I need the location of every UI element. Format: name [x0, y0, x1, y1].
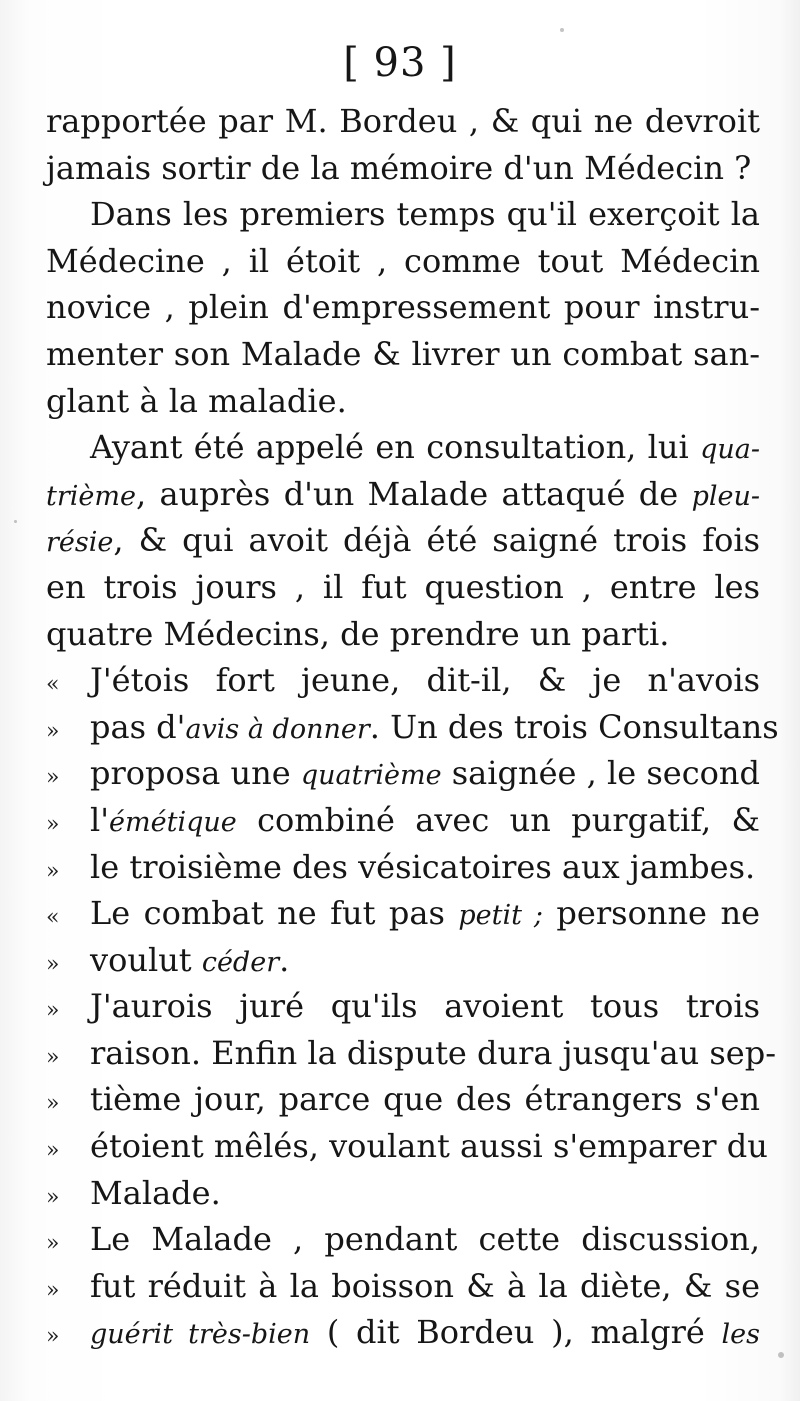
quote-mark: «	[46, 905, 60, 931]
text-line	[46, 844, 760, 891]
text-line	[46, 284, 760, 331]
text-run: fut réduit à la boisson & à la diète, & se	[90, 1266, 760, 1305]
text-line	[46, 1123, 768, 1170]
quote-mark: »	[46, 1231, 60, 1257]
italic-text: avis à donner	[185, 713, 370, 745]
italic-text: céder	[201, 946, 280, 978]
paper-speck	[778, 1352, 784, 1358]
text-run: .	[279, 940, 290, 979]
text-line	[46, 611, 760, 658]
text-line	[46, 937, 760, 984]
line-text	[90, 1123, 768, 1170]
text-line	[46, 98, 760, 145]
text-run: combiné avec un purgatif, &	[236, 800, 760, 839]
line-text	[46, 331, 760, 378]
text-run: le troisième des vésicatoires aux jambes.	[90, 847, 756, 886]
paper-speck	[14, 520, 17, 523]
text-line	[46, 424, 760, 471]
text-run: Ayant été appelé en consultation, lui	[90, 428, 701, 467]
italic-text: résie	[46, 527, 114, 559]
text-line	[46, 564, 760, 611]
text-run: tième jour, parce que des étrangers s'en	[90, 1080, 760, 1119]
text-run: , auprès d'un Malade attaqué de	[135, 474, 692, 513]
quote-mark: »	[46, 1138, 60, 1164]
text-line	[46, 1216, 760, 1263]
line-text	[46, 145, 760, 192]
line-text	[46, 517, 760, 567]
line-text	[90, 1170, 760, 1217]
text-line	[46, 750, 760, 797]
text-run: l'	[90, 800, 110, 839]
quote-mark: »	[46, 1277, 60, 1303]
text-line	[46, 471, 760, 518]
quote-mark: »	[46, 1324, 60, 1350]
text-run: étoient mêlés, voulant aussi s'emparer du	[90, 1127, 768, 1166]
page-number: [ 93 ]	[343, 40, 457, 86]
text-run: J'étois fort jeune, dit-il, & je n'avois	[90, 661, 760, 700]
text-line	[46, 378, 760, 425]
text-line	[46, 1170, 760, 1217]
line-text	[90, 704, 779, 754]
line-text	[46, 564, 760, 611]
line-text	[46, 378, 760, 425]
text-line	[46, 145, 760, 192]
text-line	[46, 704, 779, 751]
line-text	[90, 890, 760, 940]
italic-text: émétique	[109, 806, 237, 838]
text-run: Médecine , il étoit , comme tout Médecin	[46, 241, 760, 280]
line-text	[90, 797, 760, 847]
text-line	[46, 238, 760, 285]
line-text	[46, 238, 760, 285]
text-line	[46, 890, 760, 937]
line-text	[90, 1309, 760, 1359]
line-text	[90, 657, 760, 704]
text-run: en trois jours , il fut question , entre les	[46, 567, 760, 606]
text-line	[46, 1263, 760, 1310]
italic-text: guérit très-bien	[90, 1319, 311, 1351]
italic-text: qua-	[700, 434, 760, 466]
text-run: Malade.	[90, 1173, 221, 1212]
text-run: , & qui avoit déjà été saigné trois fois	[113, 521, 760, 560]
text-run: glant à la maladie.	[46, 381, 347, 420]
text-run: . Un des trois Consultans	[369, 707, 779, 746]
text-line	[46, 191, 760, 238]
line-text	[90, 1263, 760, 1310]
line-text	[46, 611, 760, 658]
line-text	[90, 1076, 760, 1123]
text-line	[46, 797, 760, 844]
line-text	[90, 844, 760, 891]
text-line	[46, 1309, 760, 1356]
text-run: Dans les premiers temps qu'il exerçoit la	[90, 195, 760, 234]
quote-mark: »	[46, 1044, 60, 1070]
quote-mark: »	[46, 1184, 60, 1210]
text-run: quatre Médecins, de prendre un parti.	[46, 614, 670, 653]
quote-mark: »	[46, 765, 60, 791]
text-run: Le combat ne fut pas	[90, 894, 459, 933]
page-body-text	[46, 98, 779, 1356]
text-run: jamais sortir de la mémoire d'un Médecin ?	[46, 148, 752, 187]
line-text	[90, 424, 760, 474]
text-run: personne ne	[542, 894, 761, 933]
text-run: menter son Malade & livrer un combat san-	[46, 334, 760, 373]
italic-text: petit ;	[458, 900, 543, 932]
text-run: J'aurois juré qu'ils avoient tous trois	[90, 987, 760, 1026]
text-line	[46, 983, 760, 1030]
text-run: rapportée par M. Bordeu , & qui ne devroit	[46, 102, 760, 140]
quote-mark: »	[46, 718, 60, 744]
text-run: novice , plein d'empressement pour instru-	[46, 288, 760, 327]
text-run: raison. Enfin la dispute dura jusqu'au sep-	[90, 1033, 777, 1072]
italic-text: pleu-	[691, 480, 760, 512]
line-text	[46, 284, 760, 331]
quote-mark: »	[46, 1091, 60, 1117]
italic-text: quatrième	[300, 760, 442, 792]
line-text	[46, 98, 760, 145]
line-text	[90, 937, 760, 987]
text-run: proposa une	[90, 754, 301, 793]
quote-mark: »	[46, 951, 60, 977]
line-text	[90, 191, 760, 238]
quote-mark: »	[46, 998, 60, 1024]
text-line	[46, 1076, 760, 1123]
italic-text: les	[721, 1319, 760, 1351]
paper-speck	[560, 28, 564, 32]
line-text	[90, 750, 760, 800]
text-line	[46, 331, 760, 378]
quote-mark: »	[46, 811, 60, 837]
line-text	[90, 1030, 776, 1077]
line-text	[90, 1216, 760, 1263]
quote-mark: «	[46, 672, 60, 698]
line-text	[46, 471, 760, 521]
line-text	[90, 983, 760, 1030]
text-run: voulut	[90, 940, 202, 979]
text-line	[46, 1030, 777, 1077]
text-run: Le Malade , pendant cette discussion,	[90, 1220, 760, 1259]
text-run: pas d'	[90, 707, 186, 746]
italic-text: trième	[46, 480, 136, 512]
text-line	[46, 517, 760, 564]
text-run: saignée , le second	[441, 754, 760, 793]
text-run: ( dit Bordeu ), malgré	[310, 1313, 722, 1352]
text-line	[46, 657, 760, 704]
quote-mark: »	[46, 858, 60, 884]
